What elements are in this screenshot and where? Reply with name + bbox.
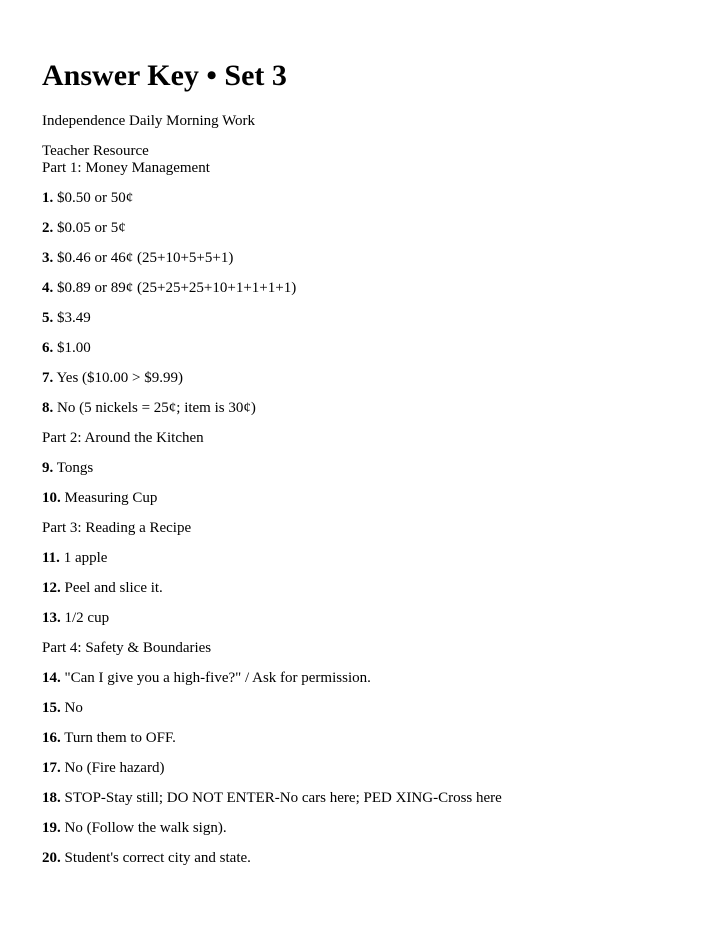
answer-number: 17. bbox=[42, 760, 61, 776]
answer-item bbox=[42, 850, 678, 867]
page-title: Answer Key • Set 3 bbox=[42, 59, 287, 92]
answer-item bbox=[42, 580, 678, 597]
page-subtitle: Independence Daily Morning Work bbox=[42, 113, 256, 129]
answer-text: No (Follow the walk sign). bbox=[64, 820, 227, 836]
answer-text: No (Fire hazard) bbox=[64, 760, 165, 776]
answer-item bbox=[42, 790, 678, 807]
answer-item bbox=[42, 340, 678, 357]
answer-text: No bbox=[64, 700, 83, 716]
answer-number: 10. bbox=[42, 490, 61, 506]
answer-number: 13. bbox=[42, 610, 61, 626]
answer-item bbox=[42, 490, 678, 507]
answer-number: 9. bbox=[42, 460, 54, 476]
section-heading: Part 2: Around the Kitchen bbox=[42, 430, 204, 446]
section-heading: Part 1: Money Management bbox=[42, 160, 210, 176]
answer-number: 8. bbox=[42, 400, 54, 416]
answer-number: 2. bbox=[42, 220, 54, 236]
answer-text: 1/2 cup bbox=[64, 610, 110, 626]
answer-text: STOP-Stay still; DO NOT ENTER-No cars here; PED XING-Cross here bbox=[64, 790, 502, 806]
answer-number: 20. bbox=[42, 850, 61, 866]
answer-text: $0.05 or 5¢ bbox=[57, 220, 126, 236]
answer-item bbox=[42, 280, 678, 297]
answer-list bbox=[42, 160, 678, 867]
answer-number: 16. bbox=[42, 730, 61, 746]
answer-item bbox=[42, 550, 678, 567]
answer-item bbox=[42, 820, 678, 837]
answer-text: "Can I give you a high-five?" / Ask for permission. bbox=[64, 670, 371, 686]
section-heading: Part 3: Reading a Recipe bbox=[42, 520, 192, 536]
answer-text: $0.89 or 89¢ (25+25+25+10+1+1+1+1) bbox=[57, 280, 297, 296]
answer-text: Peel and slice it. bbox=[64, 580, 163, 596]
answer-number: 15. bbox=[42, 700, 61, 716]
answer-number: 12. bbox=[42, 580, 61, 596]
answer-text: Yes ($10.00 > $9.99) bbox=[56, 370, 183, 386]
answer-text: Turn them to OFF. bbox=[64, 730, 176, 746]
section-heading: Part 4: Safety & Boundaries bbox=[42, 640, 212, 656]
answer-number: 14. bbox=[42, 670, 61, 686]
answer-item bbox=[42, 670, 678, 687]
answer-text: $3.49 bbox=[57, 310, 91, 326]
answer-text: Tongs bbox=[56, 460, 94, 476]
answer-number: 11. bbox=[42, 550, 60, 566]
answer-item bbox=[42, 370, 678, 387]
answer-text: Student's correct city and state. bbox=[64, 850, 251, 866]
answer-text: Measuring Cup bbox=[64, 490, 158, 506]
answer-number: 3. bbox=[42, 250, 54, 266]
answer-number: 1. bbox=[42, 190, 54, 206]
answer-number: 5. bbox=[42, 310, 54, 326]
answer-item bbox=[42, 310, 678, 327]
answer-number: 6. bbox=[42, 340, 54, 356]
answer-number: 18. bbox=[42, 790, 61, 806]
answer-number: 4. bbox=[42, 280, 54, 296]
answer-item bbox=[42, 700, 678, 717]
answer-text: No (5 nickels = 25¢; item is 30¢) bbox=[57, 400, 256, 416]
answer-item bbox=[42, 610, 678, 627]
answer-item bbox=[42, 250, 678, 267]
answer-item bbox=[42, 760, 678, 777]
answer-item bbox=[42, 400, 678, 417]
answer-item bbox=[42, 460, 678, 477]
answer-item bbox=[42, 220, 678, 237]
answer-text: $0.50 or 50¢ bbox=[57, 190, 134, 206]
answer-text: $0.46 or 46¢ (25+10+5+5+1) bbox=[57, 250, 234, 266]
answer-number: 19. bbox=[42, 820, 61, 836]
answer-text: 1 apple bbox=[63, 550, 108, 566]
answer-text: $1.00 bbox=[57, 340, 91, 356]
resource-label: Teacher Resource bbox=[42, 143, 149, 159]
answer-item bbox=[42, 730, 678, 747]
answer-number: 7. bbox=[42, 370, 54, 386]
answer-item bbox=[42, 190, 678, 207]
